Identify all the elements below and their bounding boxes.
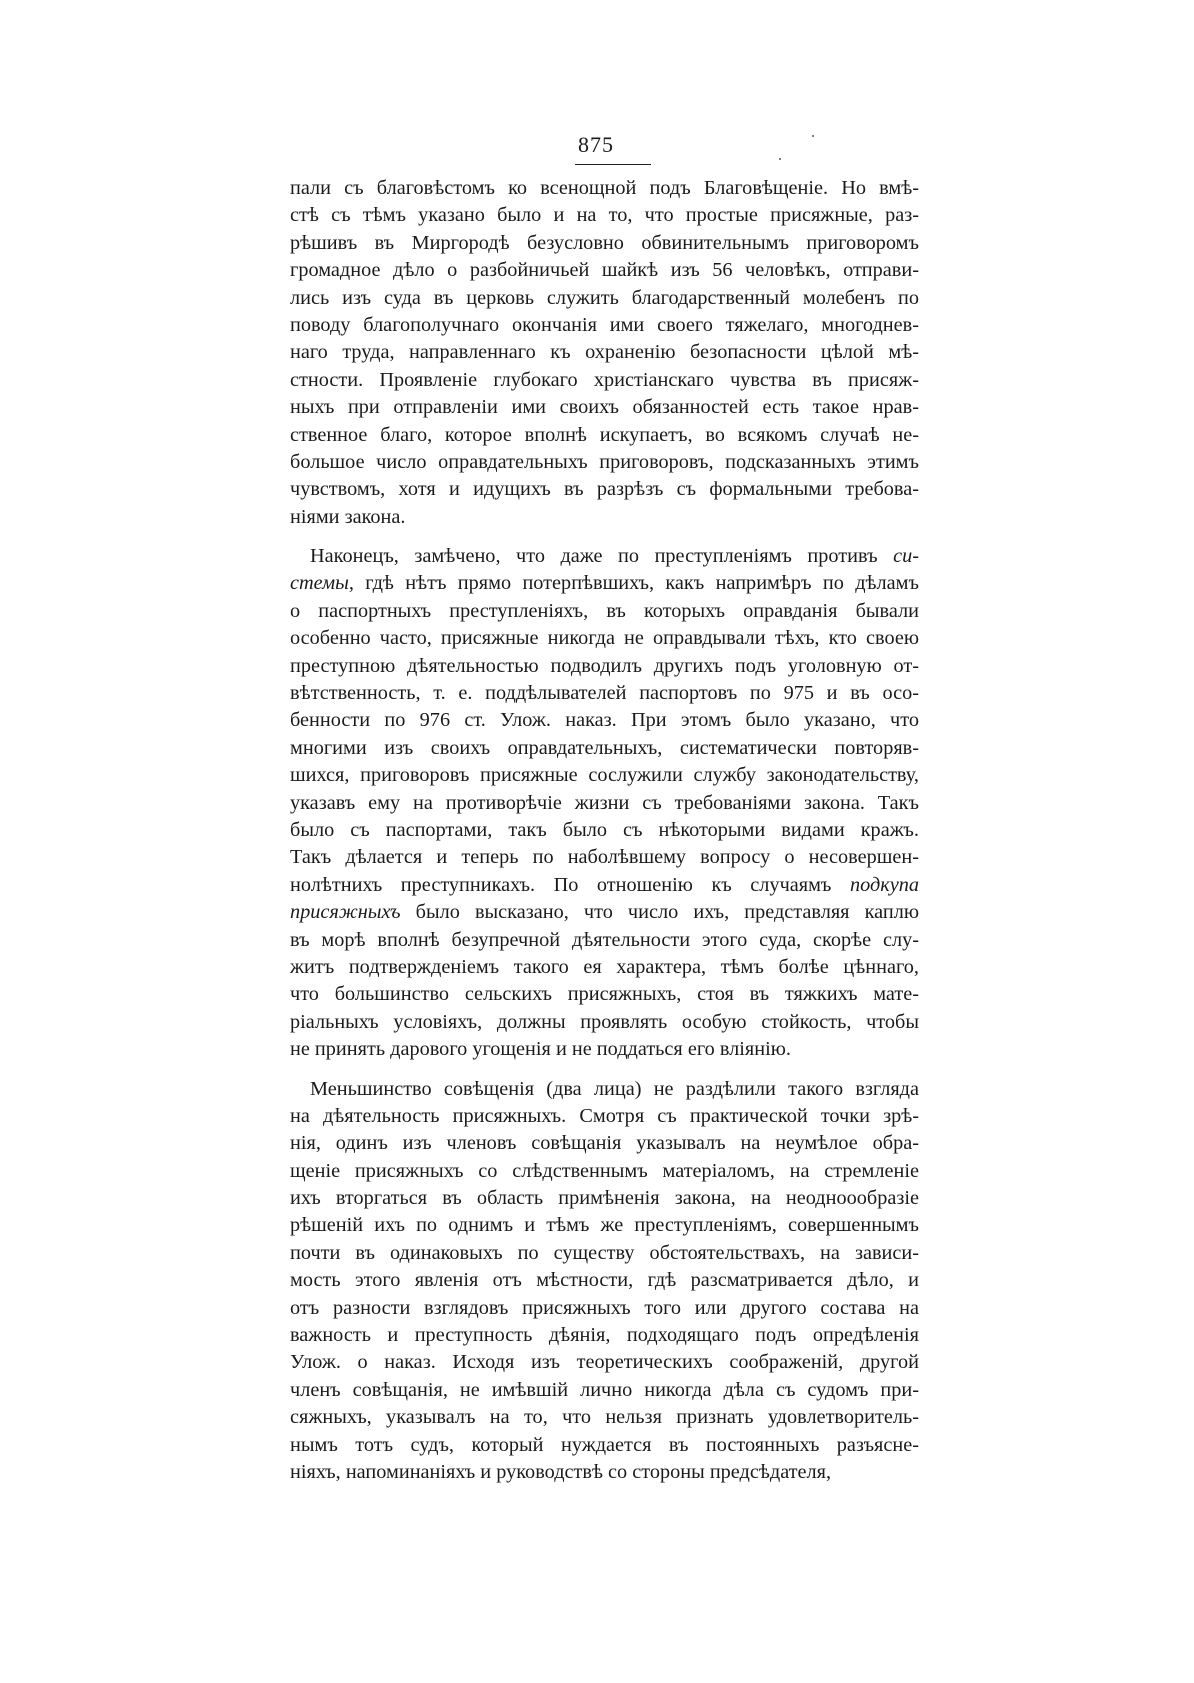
text-line: наго труда, направленнаго къ охраненію безопасности цѣлой мѣ-	[290, 341, 919, 364]
italic-text: си-	[893, 545, 919, 568]
text-line: Улож. о наказ. Исходя изъ теоретическихъ соображеній, другой	[290, 1351, 919, 1374]
text-line: стемы, гдѣ нѣтъ прямо потерпѣвшихъ, какъ напримѣръ по дѣламъ	[290, 572, 919, 595]
text-line: о паспортныхъ преступленіяхъ, въ которыхъ оправданія бывали	[290, 599, 919, 622]
text-line: стности. Проявленіе глубокаго христіанскаго чувства въ присяж-	[290, 368, 919, 391]
text-line: Такъ дѣлается и теперь по наболѣвшему вопросу о несовершен-	[290, 846, 919, 869]
text-line: многими изъ своихъ оправдательныхъ, систематически повторяв-	[290, 736, 919, 759]
page-number-rule	[575, 164, 651, 165]
text-line: шихся, приговоровъ присяжные сослужили службу законодательству,	[290, 764, 919, 787]
italic-text: стемы,	[290, 572, 354, 595]
text-line: нолѣтнихъ преступникахъ. По отношенію къ случаямъ подкупа	[290, 873, 919, 896]
text-line: членъ совѣщанія, не имѣвшій лично никогда дѣла съ судомъ при-	[290, 1378, 919, 1401]
text-line: Меньшинство совѣщенія (два лица) не раздѣлили такого взгляда	[310, 1077, 919, 1100]
text-line: нымъ тотъ судъ, который нуждается въ постоянныхъ разъясне-	[290, 1433, 919, 1456]
text-line: ріальныхъ условіяхъ, должны проявлять особую стойкость, чтобы	[290, 1010, 919, 1033]
paragraph-3	[290, 1076, 919, 1487]
text-line: что большинство сельскихъ присяжныхъ, стоя въ тяжкихъ мате-	[290, 983, 919, 1006]
text-line: рѣшеній ихъ по однимъ и тѣмъ же преступленіямъ, совершеннымъ	[290, 1214, 919, 1237]
text-line: вѣтственность, т. е. поддѣлывателей паспортовъ по 975 и въ осо-	[290, 682, 919, 705]
text-line: щеніе присяжныхъ со слѣдственнымъ матеріаломъ, на стремленіе	[290, 1159, 919, 1182]
page-number: 875	[578, 132, 614, 157]
text-line: почти въ одинаковыхъ по существу обстоятельствахъ, на зависи-	[290, 1241, 919, 1264]
text-line: сяжныхъ, указывалъ на то, что нельзя признать удовлетворитель-	[290, 1406, 919, 1429]
text-line: ственное благо, которое вполнѣ искупаетъ, во всякомъ случаѣ не-	[290, 423, 919, 446]
text-line: важность и преступность дѣянія, подходящаго подъ опредѣленія	[290, 1324, 919, 1347]
text-line: чувствомъ, хотя и идущихъ въ разрѣзъ съ формальными требова-	[290, 478, 919, 501]
text-line: бенности по 976 ст. Улож. наказ. При этомъ было указано, что	[290, 709, 919, 732]
italic-text: подкупа	[849, 873, 919, 896]
text-line: ихъ вторгаться въ область примѣненія закона, на неодноообразіе	[290, 1187, 919, 1210]
text-line: ныхъ при отправленіи ими своихъ обязанностей есть такое нрав-	[290, 396, 919, 419]
text-line: большое число оправдательныхъ приговоровъ, подсказанныхъ этимъ	[290, 450, 919, 473]
text-line: пали съ благовѣстомъ ко всенощной подъ Благовѣщеніе. Но вмѣ-	[290, 177, 919, 199]
text-line: было съ паспортами, такъ было съ нѣкоторыми видами кражъ.	[290, 818, 919, 841]
text-line: особенно часто, присяжные никогда не оправдывали тѣхъ, кто своею	[290, 627, 919, 650]
text-line: на дѣятельность присяжныхъ. Смотря съ практической точки зрѣ-	[290, 1104, 919, 1127]
print-speck	[812, 135, 814, 137]
paragraph-1	[290, 175, 919, 531]
italic-text: присяжныхъ	[290, 901, 401, 924]
text-line: лись изъ суда въ церковь служить благодарственный молебенъ по	[290, 286, 919, 309]
text-line: нія, одинъ изъ членовъ совѣщанія указывалъ на неумѣлое обра-	[290, 1132, 919, 1155]
body-text	[290, 175, 919, 1486]
text-line: мость этого явленія отъ мѣстности, гдѣ разсматривается дѣло, и	[290, 1269, 919, 1292]
text-line: отъ разности взглядовъ присяжныхъ того или другого состава на	[290, 1296, 919, 1319]
text-line: поводу благополучнаго окончанія ими своего тяжелаго, многоднев-	[290, 313, 919, 336]
text-line: преступною дѣятельностью подводилъ другихъ подъ уголовную от-	[290, 654, 919, 677]
text-line: ніяхъ, напоминаніяхъ и руководствѣ со стороны предсѣдателя,	[290, 1460, 832, 1483]
text-line: не принять дарового угощенія и не поддаться его вліянію.	[290, 1038, 791, 1061]
text-line: ніями закона.	[290, 505, 406, 528]
text-line: Наконецъ, замѣчено, что даже по преступленіямъ противъ си-	[310, 545, 919, 568]
text-line: указавъ ему на противорѣчіе жизни съ требованіями закона. Такъ	[290, 791, 919, 814]
text-line: рѣшивъ въ Миргородѣ безусловно обвинительнымъ приговоромъ	[290, 231, 919, 254]
text-line: стѣ съ тѣмъ указано было и на то, что простые присяжные, раз-	[290, 204, 919, 227]
text-line: присяжныхъ было высказано, что число ихъ, представляя каплю	[290, 901, 919, 924]
text-line: въ морѣ вполнѣ безупречной дѣятельности этого суда, скорѣе слу-	[290, 928, 919, 951]
paragraph-2	[290, 543, 919, 1063]
print-speck	[779, 158, 781, 160]
text-line: громадное дѣло о разбойничьей шайкѣ изъ 56 человѣкъ, отправи-	[290, 259, 919, 282]
text-line: житъ подтвержденіемъ такого ея характера, тѣмъ болѣе цѣннаго,	[290, 955, 919, 978]
